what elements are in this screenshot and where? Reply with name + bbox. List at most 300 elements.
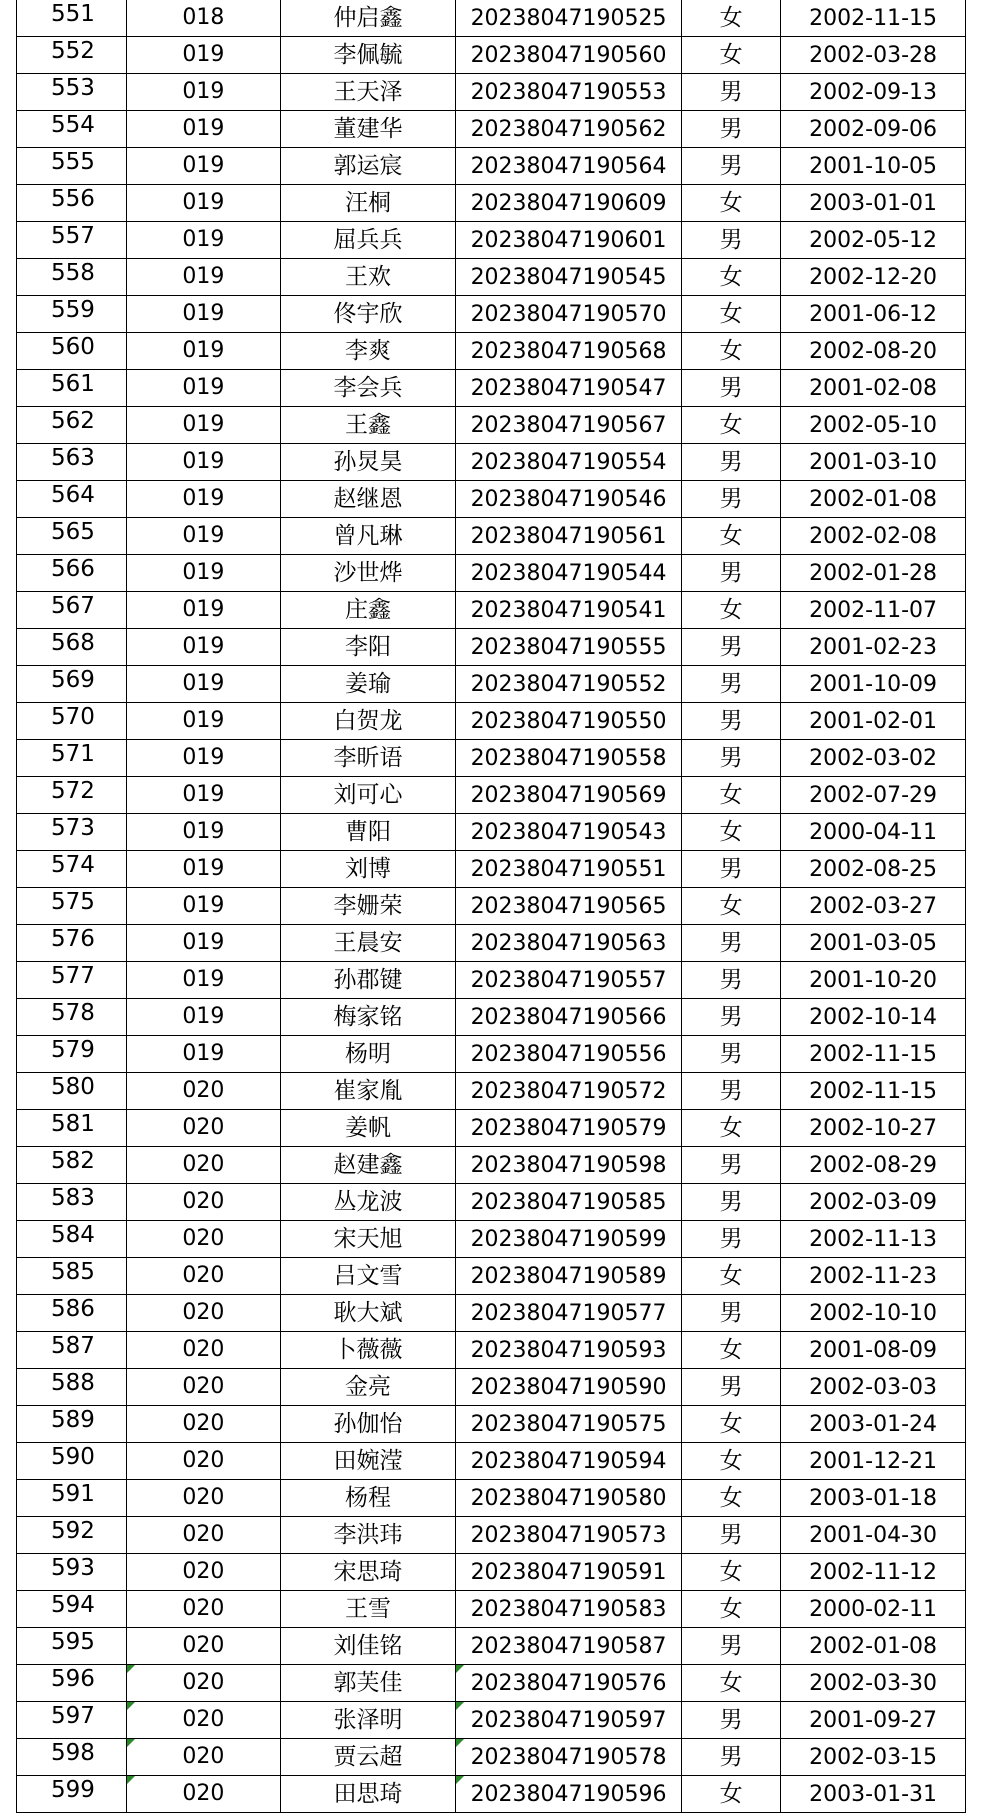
gender-cell[interactable] xyxy=(682,222,781,259)
student-id-cell[interactable] xyxy=(456,629,682,666)
student-name-cell[interactable] xyxy=(280,1184,455,1221)
student-id-cell[interactable] xyxy=(456,1332,682,1369)
student-id-cell[interactable] xyxy=(456,777,682,814)
class-code-cell[interactable] xyxy=(126,629,280,666)
class-code-cell[interactable] xyxy=(126,74,280,111)
class-code-cell[interactable] xyxy=(126,1480,280,1517)
gender-cell[interactable] xyxy=(682,1480,781,1517)
class-code-cell[interactable] xyxy=(126,1332,280,1369)
student-id-cell[interactable] xyxy=(456,1184,682,1221)
gender-cell[interactable] xyxy=(682,814,781,851)
class-code-cell[interactable] xyxy=(126,1295,280,1332)
class-code-cell[interactable] xyxy=(126,962,280,999)
class-code-cell[interactable] xyxy=(126,1184,280,1221)
birth-date-cell[interactable] xyxy=(781,370,966,407)
gender-cell[interactable] xyxy=(682,777,781,814)
row-number-cell[interactable] xyxy=(17,407,127,444)
student-id-cell[interactable] xyxy=(456,1480,682,1517)
row-number-cell[interactable] xyxy=(17,296,127,333)
student-id-cell[interactable] xyxy=(456,851,682,888)
student-name-cell[interactable] xyxy=(280,296,455,333)
student-id-cell[interactable] xyxy=(456,703,682,740)
class-code-cell[interactable] xyxy=(126,703,280,740)
student-name-cell[interactable] xyxy=(280,481,455,518)
gender-cell[interactable] xyxy=(682,37,781,74)
class-code-cell[interactable] xyxy=(126,185,280,222)
class-code-cell[interactable] xyxy=(126,777,280,814)
student-id-cell[interactable] xyxy=(456,962,682,999)
birth-date-cell[interactable] xyxy=(781,962,966,999)
student-name-text: 郭运宸 xyxy=(333,152,403,179)
student-id-cell[interactable] xyxy=(456,1776,682,1813)
student-id-cell[interactable] xyxy=(456,1221,682,1258)
row-number-cell[interactable] xyxy=(17,444,127,481)
row-number-cell[interactable] xyxy=(17,740,127,777)
student-id-cell[interactable] xyxy=(456,222,682,259)
gender-cell[interactable] xyxy=(682,1221,781,1258)
student-id-cell[interactable] xyxy=(456,1369,682,1406)
gender-cell[interactable] xyxy=(682,407,781,444)
birth-date-cell[interactable] xyxy=(781,1369,966,1406)
birth-date-cell[interactable] xyxy=(781,999,966,1036)
student-name-cell[interactable] xyxy=(280,185,455,222)
student-id-cell[interactable] xyxy=(456,74,682,111)
birth-date-cell[interactable] xyxy=(781,1739,966,1776)
class-code-cell[interactable] xyxy=(126,1073,280,1110)
class-code-cell[interactable] xyxy=(126,1443,280,1480)
student-name-cell[interactable] xyxy=(280,1332,455,1369)
student-id-cell[interactable] xyxy=(456,148,682,185)
birth-date-cell[interactable] xyxy=(781,851,966,888)
birth-date-cell[interactable] xyxy=(781,1073,966,1110)
gender-cell[interactable] xyxy=(682,999,781,1036)
row-number-cell[interactable] xyxy=(17,259,127,296)
gender-cell[interactable] xyxy=(682,481,781,518)
birth-date-cell[interactable] xyxy=(781,1147,966,1184)
class-code-cell[interactable] xyxy=(126,333,280,370)
student-name-cell[interactable] xyxy=(280,1443,455,1480)
birth-date-cell[interactable] xyxy=(781,925,966,962)
student-id-cell[interactable] xyxy=(456,666,682,703)
student-name-cell[interactable] xyxy=(280,592,455,629)
student-name-cell[interactable] xyxy=(280,851,455,888)
gender-cell[interactable] xyxy=(682,1665,781,1702)
class-code-cell[interactable] xyxy=(126,1554,280,1591)
student-name-cell[interactable] xyxy=(280,1628,455,1665)
class-code-cell[interactable] xyxy=(126,1147,280,1184)
gender-cell[interactable] xyxy=(682,1443,781,1480)
row-number-cell[interactable] xyxy=(17,592,127,629)
class-code-cell[interactable] xyxy=(126,222,280,259)
student-name-cell[interactable] xyxy=(280,1517,455,1554)
birth-date-cell[interactable] xyxy=(781,407,966,444)
birth-date-cell[interactable] xyxy=(781,592,966,629)
student-name-cell[interactable] xyxy=(280,1369,455,1406)
class-code-cell[interactable] xyxy=(126,370,280,407)
row-number-cell[interactable] xyxy=(17,1517,127,1554)
student-id-cell[interactable] xyxy=(456,1406,682,1443)
student-id-cell[interactable] xyxy=(456,814,682,851)
student-name-cell[interactable] xyxy=(280,629,455,666)
gender-cell[interactable] xyxy=(682,925,781,962)
student-name-cell[interactable] xyxy=(280,1073,455,1110)
class-code-cell[interactable] xyxy=(126,1739,280,1776)
student-name-cell[interactable] xyxy=(280,666,455,703)
student-name-cell[interactable] xyxy=(280,1295,455,1332)
birth-date-cell[interactable] xyxy=(781,1443,966,1480)
birth-date-cell[interactable] xyxy=(781,666,966,703)
student-name-cell[interactable] xyxy=(280,814,455,851)
gender-cell[interactable] xyxy=(682,1702,781,1739)
class-code-cell[interactable] xyxy=(126,925,280,962)
class-code-cell[interactable] xyxy=(126,1369,280,1406)
row-number-cell[interactable] xyxy=(17,1258,127,1295)
gender-cell[interactable] xyxy=(682,74,781,111)
class-code-cell[interactable] xyxy=(126,1517,280,1554)
birth-date-cell[interactable] xyxy=(781,185,966,222)
birth-date-cell[interactable] xyxy=(781,1776,966,1813)
student-id-cell[interactable] xyxy=(456,518,682,555)
row-number-cell[interactable] xyxy=(17,1073,127,1110)
student-id-cell[interactable] xyxy=(456,999,682,1036)
row-number-cell[interactable] xyxy=(17,1147,127,1184)
row-number-cell[interactable] xyxy=(17,1665,127,1702)
student-id-cell[interactable] xyxy=(456,1258,682,1295)
birth-date-cell[interactable] xyxy=(781,1406,966,1443)
row-number-cell[interactable] xyxy=(17,222,127,259)
student-name-cell[interactable] xyxy=(280,1702,455,1739)
gender-cell[interactable] xyxy=(682,1295,781,1332)
gender-cell[interactable] xyxy=(682,444,781,481)
gender-cell[interactable] xyxy=(682,370,781,407)
gender-cell[interactable] xyxy=(682,1332,781,1369)
class-code-cell[interactable] xyxy=(126,1110,280,1147)
birth-date-cell[interactable] xyxy=(781,481,966,518)
birth-date-cell[interactable] xyxy=(781,1628,966,1665)
birth-date-cell[interactable] xyxy=(781,888,966,925)
student-name-cell[interactable] xyxy=(280,999,455,1036)
student-name-cell[interactable] xyxy=(280,1665,455,1702)
birth-date-cell[interactable] xyxy=(781,1110,966,1147)
student-id-cell[interactable] xyxy=(456,370,682,407)
birth-date-cell[interactable] xyxy=(781,814,966,851)
student-id-cell[interactable] xyxy=(456,1073,682,1110)
student-id-cell[interactable] xyxy=(456,740,682,777)
row-number-cell[interactable] xyxy=(17,1554,127,1591)
gender-cell[interactable] xyxy=(682,1517,781,1554)
row-number-cell[interactable] xyxy=(17,333,127,370)
student-id-cell[interactable] xyxy=(456,296,682,333)
class-code-cell[interactable] xyxy=(126,296,280,333)
row-number-cell[interactable] xyxy=(17,1406,127,1443)
student-name-cell[interactable] xyxy=(280,703,455,740)
student-name-cell[interactable] xyxy=(280,148,455,185)
birth-date-cell[interactable] xyxy=(781,1184,966,1221)
row-number-cell[interactable] xyxy=(17,814,127,851)
gender-cell[interactable] xyxy=(682,0,781,37)
student-name-cell[interactable] xyxy=(280,1591,455,1628)
student-id-cell[interactable] xyxy=(456,481,682,518)
student-id-cell[interactable] xyxy=(456,1443,682,1480)
gender-cell[interactable] xyxy=(682,1036,781,1073)
gender-cell[interactable] xyxy=(682,851,781,888)
student-id-cell[interactable] xyxy=(456,259,682,296)
student-id-cell[interactable] xyxy=(456,555,682,592)
gender-cell[interactable] xyxy=(682,1406,781,1443)
birth-date-cell[interactable] xyxy=(781,1332,966,1369)
student-name-cell[interactable] xyxy=(280,444,455,481)
class-code-cell[interactable] xyxy=(126,1628,280,1665)
gender-cell[interactable] xyxy=(682,555,781,592)
row-number-cell[interactable] xyxy=(17,37,127,74)
row-number-cell[interactable] xyxy=(17,518,127,555)
gender-cell[interactable] xyxy=(682,1184,781,1221)
gender-cell[interactable] xyxy=(682,888,781,925)
class-code-cell[interactable] xyxy=(126,1776,280,1813)
row-number-cell[interactable] xyxy=(17,0,127,37)
gender-cell[interactable] xyxy=(682,1628,781,1665)
row-number-cell[interactable] xyxy=(17,1110,127,1147)
cell-note-marker-icon xyxy=(127,1739,135,1747)
gender-cell[interactable] xyxy=(682,703,781,740)
gender-cell[interactable] xyxy=(682,148,781,185)
row-number-cell[interactable] xyxy=(17,1221,127,1258)
student-name-cell[interactable] xyxy=(280,1406,455,1443)
gender-cell[interactable] xyxy=(682,666,781,703)
student-name-cell[interactable] xyxy=(280,222,455,259)
birth-date-cell[interactable] xyxy=(781,1517,966,1554)
student-id-cell[interactable] xyxy=(456,1110,682,1147)
student-id-cell[interactable] xyxy=(456,925,682,962)
row-number-cell[interactable] xyxy=(17,1295,127,1332)
student-name-cell[interactable] xyxy=(280,259,455,296)
class-code-cell[interactable] xyxy=(126,814,280,851)
birth-date-cell[interactable] xyxy=(781,1295,966,1332)
birth-date-text: 2001-12-21 xyxy=(809,1448,938,1474)
row-number-cell[interactable] xyxy=(17,111,127,148)
class-code-cell[interactable] xyxy=(126,740,280,777)
student-id-cell[interactable] xyxy=(456,111,682,148)
student-name-cell[interactable] xyxy=(280,1480,455,1517)
student-name-cell[interactable] xyxy=(280,740,455,777)
row-number-cell[interactable] xyxy=(17,481,127,518)
class-code-cell[interactable] xyxy=(126,999,280,1036)
gender-cell[interactable] xyxy=(682,1147,781,1184)
student-id-cell[interactable] xyxy=(456,1295,682,1332)
row-number-cell[interactable] xyxy=(17,148,127,185)
student-id-cell[interactable] xyxy=(456,333,682,370)
birth-date-text: 2002-03-15 xyxy=(809,1744,938,1770)
gender-cell[interactable] xyxy=(682,592,781,629)
row-number-cell[interactable] xyxy=(17,1480,127,1517)
birth-date-cell[interactable] xyxy=(781,222,966,259)
student-name-cell[interactable] xyxy=(280,333,455,370)
gender-cell[interactable] xyxy=(682,259,781,296)
birth-date-cell[interactable] xyxy=(781,703,966,740)
student-id-cell[interactable] xyxy=(456,1036,682,1073)
class-code-cell[interactable] xyxy=(126,1036,280,1073)
row-number-cell[interactable] xyxy=(17,1369,127,1406)
student-name-cell[interactable] xyxy=(280,1258,455,1295)
birth-date-cell[interactable] xyxy=(781,296,966,333)
student-id-cell[interactable] xyxy=(456,592,682,629)
class-code-cell[interactable] xyxy=(126,1591,280,1628)
class-code-cell[interactable] xyxy=(126,666,280,703)
gender-cell[interactable] xyxy=(682,518,781,555)
student-name-cell[interactable] xyxy=(280,925,455,962)
gender-cell[interactable] xyxy=(682,333,781,370)
gender-cell[interactable] xyxy=(682,1110,781,1147)
class-code-cell[interactable] xyxy=(126,1665,280,1702)
class-code-cell[interactable] xyxy=(126,481,280,518)
birth-date-cell[interactable] xyxy=(781,148,966,185)
class-code-cell[interactable] xyxy=(126,111,280,148)
gender-cell[interactable] xyxy=(682,1258,781,1295)
student-name-cell[interactable] xyxy=(280,0,455,37)
student-id-cell[interactable] xyxy=(456,1591,682,1628)
row-number-cell[interactable] xyxy=(17,1776,127,1813)
row-number-cell[interactable] xyxy=(17,962,127,999)
row-number-cell[interactable] xyxy=(17,1591,127,1628)
student-id-cell[interactable] xyxy=(456,1147,682,1184)
class-code-cell[interactable] xyxy=(126,518,280,555)
gender-cell[interactable] xyxy=(682,185,781,222)
gender-cell[interactable] xyxy=(682,962,781,999)
class-code-cell[interactable] xyxy=(126,1406,280,1443)
birth-date-cell[interactable] xyxy=(781,1554,966,1591)
class-code-cell[interactable] xyxy=(126,37,280,74)
row-number-cell[interactable] xyxy=(17,1443,127,1480)
student-name-text: 李阳 xyxy=(345,633,391,660)
student-name-cell[interactable] xyxy=(280,74,455,111)
birth-date-cell[interactable] xyxy=(781,1221,966,1258)
student-id-cell[interactable] xyxy=(456,1739,682,1776)
gender-cell[interactable] xyxy=(682,1739,781,1776)
student-id-cell[interactable] xyxy=(456,1628,682,1665)
birth-date-cell[interactable] xyxy=(781,777,966,814)
birth-date-cell[interactable] xyxy=(781,555,966,592)
student-name-cell[interactable] xyxy=(280,555,455,592)
student-id-cell[interactable] xyxy=(456,444,682,481)
gender-cell[interactable] xyxy=(682,296,781,333)
class-code-text: 020 xyxy=(182,1522,225,1547)
student-name-cell[interactable] xyxy=(280,1036,455,1073)
student-id-cell[interactable] xyxy=(456,0,682,37)
class-code-cell[interactable] xyxy=(126,592,280,629)
class-code-cell[interactable] xyxy=(126,1258,280,1295)
class-code-cell[interactable] xyxy=(126,555,280,592)
gender-cell[interactable] xyxy=(682,740,781,777)
row-number-cell[interactable] xyxy=(17,370,127,407)
class-code-cell[interactable] xyxy=(126,1702,280,1739)
birth-date-cell[interactable] xyxy=(781,518,966,555)
row-number-cell[interactable] xyxy=(17,185,127,222)
row-number-cell[interactable] xyxy=(17,1332,127,1369)
birth-date-cell[interactable] xyxy=(781,629,966,666)
birth-date-cell[interactable] xyxy=(781,1591,966,1628)
student-id-cell[interactable] xyxy=(456,1554,682,1591)
student-name-cell[interactable] xyxy=(280,1739,455,1776)
class-code-cell[interactable] xyxy=(126,444,280,481)
gender-cell[interactable] xyxy=(682,1073,781,1110)
student-id-cell[interactable] xyxy=(456,1665,682,1702)
birth-date-cell[interactable] xyxy=(781,444,966,481)
row-number-cell[interactable] xyxy=(17,888,127,925)
birth-date-cell[interactable] xyxy=(781,37,966,74)
row-number-cell[interactable] xyxy=(17,629,127,666)
class-code-cell[interactable] xyxy=(126,851,280,888)
class-code-cell[interactable] xyxy=(126,0,280,37)
gender-cell[interactable] xyxy=(682,1591,781,1628)
student-name-cell[interactable] xyxy=(280,962,455,999)
row-number-cell[interactable] xyxy=(17,1184,127,1221)
row-number-cell[interactable] xyxy=(17,703,127,740)
row-number-cell[interactable] xyxy=(17,74,127,111)
row-number-cell[interactable] xyxy=(17,999,127,1036)
birth-date-cell[interactable] xyxy=(781,1480,966,1517)
student-name-cell[interactable] xyxy=(280,518,455,555)
student-name-cell[interactable] xyxy=(280,888,455,925)
row-number-cell[interactable] xyxy=(17,925,127,962)
gender-cell[interactable] xyxy=(682,629,781,666)
student-id-cell[interactable] xyxy=(456,407,682,444)
gender-cell[interactable] xyxy=(682,1776,781,1813)
student-name-cell[interactable] xyxy=(280,777,455,814)
row-number-cell[interactable] xyxy=(17,851,127,888)
row-number-cell[interactable] xyxy=(17,1036,127,1073)
row-number-cell[interactable] xyxy=(17,1739,127,1776)
student-name-cell[interactable] xyxy=(280,111,455,148)
birth-date-cell[interactable] xyxy=(781,1702,966,1739)
gender-cell[interactable] xyxy=(682,1369,781,1406)
class-code-cell[interactable] xyxy=(126,1221,280,1258)
student-name-cell[interactable] xyxy=(280,1147,455,1184)
gender-cell[interactable] xyxy=(682,1554,781,1591)
student-name-cell[interactable] xyxy=(280,1776,455,1813)
student-name-cell[interactable] xyxy=(280,37,455,74)
birth-date-cell[interactable] xyxy=(781,259,966,296)
row-number-cell[interactable] xyxy=(17,555,127,592)
class-code-cell[interactable] xyxy=(126,259,280,296)
student-id-cell[interactable] xyxy=(456,185,682,222)
student-id-cell[interactable] xyxy=(456,1517,682,1554)
class-code-cell[interactable] xyxy=(126,148,280,185)
birth-date-cell[interactable] xyxy=(781,74,966,111)
student-id-cell[interactable] xyxy=(456,1702,682,1739)
gender-cell[interactable] xyxy=(682,111,781,148)
student-name-cell[interactable] xyxy=(280,370,455,407)
row-number-cell[interactable] xyxy=(17,777,127,814)
class-code-cell[interactable] xyxy=(126,888,280,925)
birth-date-cell[interactable] xyxy=(781,1665,966,1702)
row-number-cell[interactable] xyxy=(17,1702,127,1739)
row-number-cell[interactable] xyxy=(17,1628,127,1665)
birth-date-cell[interactable] xyxy=(781,111,966,148)
student-id-cell[interactable] xyxy=(456,888,682,925)
student-name-cell[interactable] xyxy=(280,1554,455,1591)
student-name-cell[interactable] xyxy=(280,1110,455,1147)
row-number-cell[interactable] xyxy=(17,666,127,703)
birth-date-cell[interactable] xyxy=(781,333,966,370)
birth-date-cell[interactable] xyxy=(781,0,966,37)
student-name-cell[interactable] xyxy=(280,407,455,444)
birth-date-cell[interactable] xyxy=(781,740,966,777)
birth-date-cell[interactable] xyxy=(781,1036,966,1073)
class-code-cell[interactable] xyxy=(126,407,280,444)
student-id-cell[interactable] xyxy=(456,37,682,74)
birth-date-cell[interactable] xyxy=(781,1258,966,1295)
student-name-cell[interactable] xyxy=(280,1221,455,1258)
